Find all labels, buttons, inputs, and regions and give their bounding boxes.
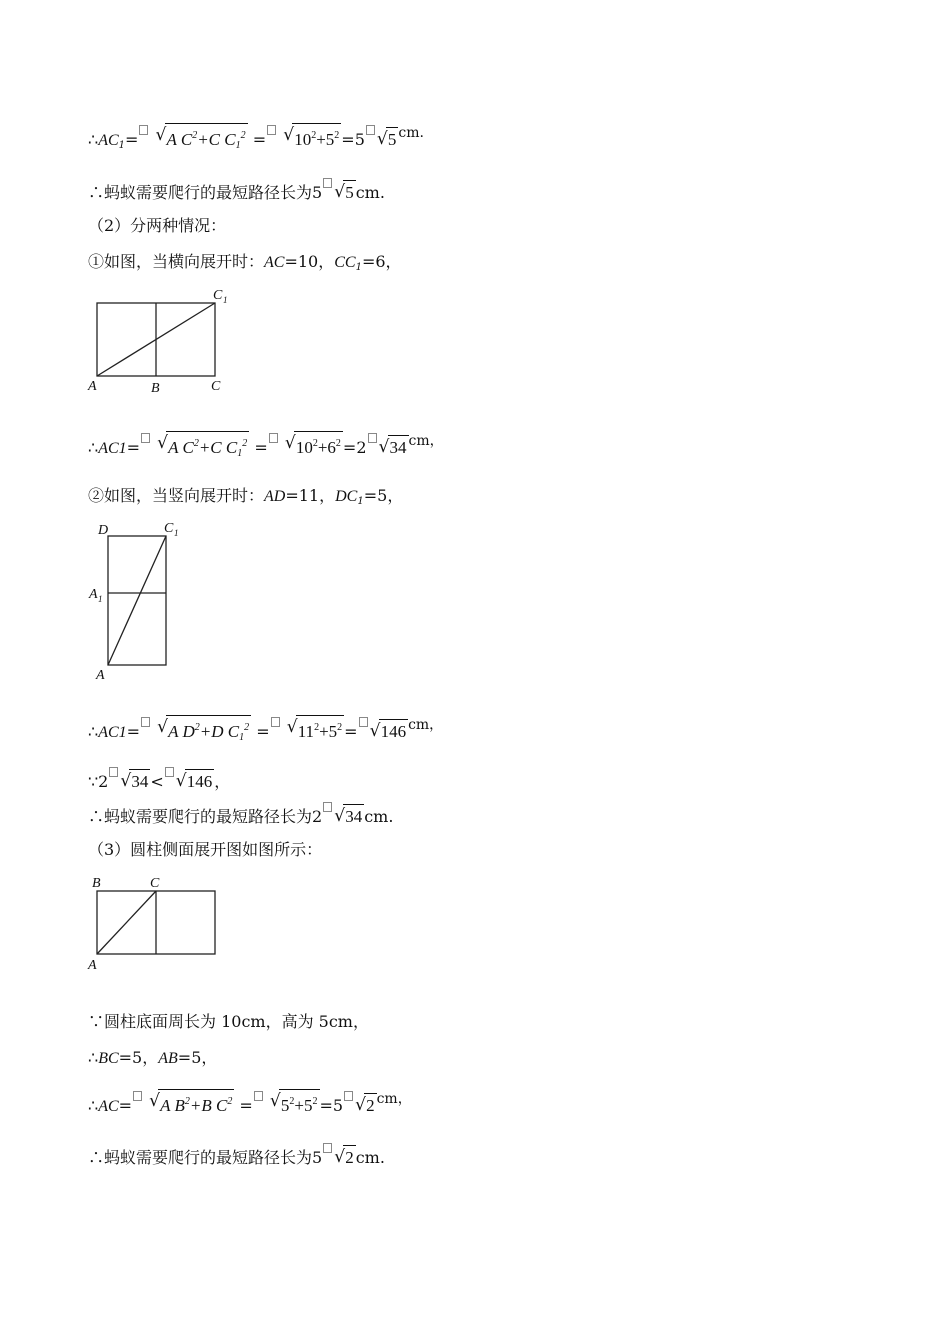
label-a: A bbox=[88, 958, 97, 972]
label-a: A bbox=[88, 379, 97, 394]
formula-ac1-part2b: ∴AC1= √ A $D^2+D$ $C_1^2$ = √ $11^2+5^2$ = √ 146 cm， bbox=[88, 714, 443, 749]
var-name: AC bbox=[98, 132, 119, 149]
sqrt-expression: √ A $C^2+C$ $C_1^2$ bbox=[156, 123, 248, 157]
label-c: C bbox=[211, 379, 221, 394]
comparison: ∵2 √ 34 < √ 146 ， bbox=[88, 767, 230, 793]
figure-vertical-unfold bbox=[86, 518, 196, 686]
label-d: D bbox=[98, 523, 109, 538]
formula-ac-part3: ∴AC= √ A $B^2+B$ $C^2$ = √ $5^2+5^2 =5$ √ 2 cm， bbox=[88, 1091, 412, 1115]
svg-text:1: 1 bbox=[98, 594, 103, 604]
therefore-symbol: ∴ bbox=[88, 130, 99, 149]
svg-text:1: 1 bbox=[223, 295, 228, 305]
label-b: B bbox=[92, 876, 101, 891]
vertical-unfold-text: ②如图，当竖向展开时：AD=11，$DC_1=5$， bbox=[88, 486, 404, 507]
label-c1: C bbox=[164, 521, 174, 536]
formula-ac1-part2a: ∴AC1= √ A $C^2+C$ $C_1^2$ = √ $10^2+6^2 =2$ √ 34 cm， bbox=[88, 430, 444, 465]
conclusion-1: ∴蚂蚁需要爬行的最短路径长为5 √ 5 cm. bbox=[88, 178, 385, 204]
label-b: B bbox=[151, 381, 160, 396]
conclusion-3: ∴蚂蚁需要爬行的最短路径长为5 √ 2 cm. bbox=[88, 1143, 385, 1169]
label-c: C bbox=[150, 876, 160, 891]
svg-text:1: 1 bbox=[174, 528, 179, 538]
part-2-heading: （2）分两种情况： bbox=[88, 216, 227, 235]
placeholder-box-icon bbox=[139, 125, 148, 135]
label-a1: A bbox=[89, 587, 98, 602]
bc-ab-values: ∴BC=5，AB=5， bbox=[88, 1048, 218, 1067]
figure-cylinder-unfold bbox=[86, 872, 226, 972]
label-a: A bbox=[96, 668, 105, 683]
conclusion-2: ∴蚂蚁需要爬行的最短路径长为2 √ 34 cm. bbox=[88, 802, 393, 828]
label-c1: C bbox=[213, 288, 223, 303]
horizontal-unfold-text: ①如图，当横向展开时：AC=10，$CC_1=6$， bbox=[88, 252, 402, 273]
formula-ac1-part1: $\therefore AC_1=$ √ A $C^2+C$ $C_1^2$ = √ $10^2+5^2 =5$ √ 5 cm. bbox=[88, 122, 424, 157]
part-3-heading: （3）圆柱侧面展开图如图所示： bbox=[88, 840, 323, 859]
cylinder-given: ∵圆柱底面周长为 10cm，高为 5cm， bbox=[88, 1012, 369, 1031]
figure-horizontal-unfold bbox=[86, 284, 246, 396]
